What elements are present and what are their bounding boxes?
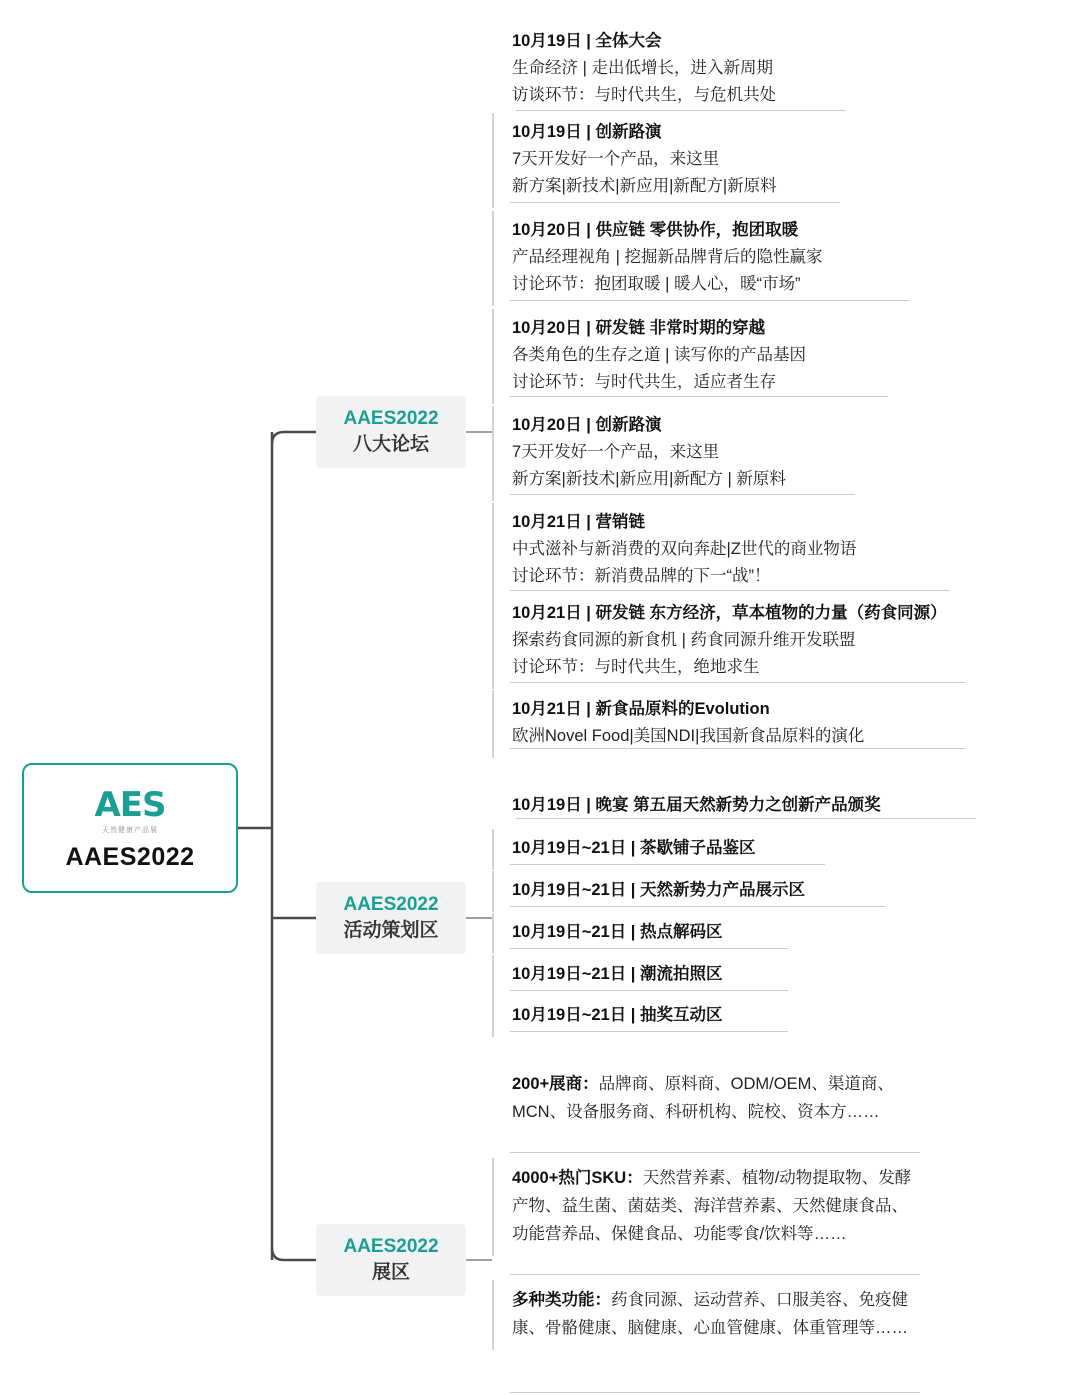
leaf-forum-4 (492, 309, 806, 404)
leaf-forum-7-line-1: 探索药食同源的新食机 | 药食同源升维开发联盟 (512, 631, 856, 649)
leaf-forum-2-head: 10月19日 | 创新路演 (512, 123, 662, 141)
leaf-forum-8-line-1: 欧洲Novel Food|美国NDI|我国新食品原料的演化 (512, 727, 865, 745)
branch-chip-exhibits-bottom: 展区 (371, 1262, 410, 1283)
rule-forum-3 (510, 300, 910, 301)
leaf-exhibit-2-text (512, 1164, 922, 1248)
leaf-activity-4-head: 10月19日~21日 | 热点解码区 (512, 923, 723, 941)
leaf-forum-4-head: 10月20日 | 研发链 非常时期的穿越 (512, 319, 766, 337)
branch-chip-forums-top: AAES2022 (343, 408, 439, 430)
leaf-exhibit-1-text (512, 1070, 922, 1126)
leaf-exhibit-3-label: 多种类功能 (512, 1291, 595, 1309)
leaf-forum-7-head: 10月21日 | 研发链 东方经济，草本植物的力量（药食同源） (512, 604, 947, 622)
leaf-forum-3-head: 10月20日 | 供应链 零供协作，抱团取暖 (512, 221, 799, 239)
branch-chip-forums-bottom: 八大论坛 (352, 434, 429, 455)
rule-activity-5 (510, 990, 788, 991)
leaf-activity-3-head: 10月19日~21日 | 天然新势力产品展示区 (512, 881, 805, 899)
rule-forum-1 (516, 110, 846, 111)
aes-logo-text: AES (94, 784, 166, 825)
leaf-exhibit-3 (492, 1280, 922, 1350)
rule-activity-2 (510, 864, 825, 865)
leaf-forum-5-head: 10月20日 | 创新路演 (512, 416, 662, 434)
leaf-forum-7-line-2: 讨论环节：与时代共生，绝地求生 (512, 658, 760, 676)
leaf-forum-6 (492, 503, 856, 598)
leaf-exhibit-3-sep: ： (594, 1291, 611, 1309)
leaf-forum-1-line-2: 访谈环节：与时代共生，与危机共处 (512, 86, 776, 104)
leaf-forum-6-head: 10月21日 | 营销链 (512, 513, 645, 531)
leaf-forum-3 (492, 211, 822, 306)
leaf-forum-6-line-1: 中式滋补与新消费的双向奔赴|Z世代的商业物语 (512, 540, 857, 558)
leaf-exhibit-2 (492, 1158, 922, 1256)
leaf-activity-2-head: 10月19日~21日 | 茶歇铺子品鉴区 (512, 839, 756, 857)
rule-activity-6 (510, 1031, 788, 1032)
branch-chip-exhibits-top: AAES2022 (343, 1236, 439, 1258)
leaf-forum-3-line-2: 讨论环节：抱团取暖 | 暖人心，暖“市场” (512, 275, 801, 293)
leaf-activity-6-head: 10月19日~21日 | 抽奖互动区 (512, 1006, 723, 1024)
leaf-exhibit-1-label: 200+展商 (512, 1075, 583, 1093)
rule-forum-4 (510, 396, 888, 397)
leaf-forum-8-head: 10月21日 | 新食品原料的Evolution (512, 700, 770, 718)
leaf-forum-2-line-1: 7天开发好一个产品，来这里 (512, 150, 720, 168)
aes-logo-subtitle: 天然健康产品展 (102, 826, 158, 834)
branch-chip-activities (316, 882, 466, 954)
rule-forum-5 (510, 494, 855, 495)
leaf-forum-4-line-2: 讨论环节：与时代共生，适应者生存 (512, 373, 776, 391)
leaf-exhibit-1-body: 品牌商、原料商、ODM/OEM、渠道商、MCN、设备服务商、科研机构、院校、资本方…… (512, 1075, 894, 1121)
branch-chip-forums (316, 396, 466, 468)
rule-exhibit-3 (510, 1392, 920, 1393)
branch-chip-activities-bottom: 活动策划区 (343, 920, 439, 941)
rule-forum-6 (510, 590, 950, 591)
leaf-forum-1-head: 10月19日 | 全体大会 (512, 32, 662, 50)
leaf-forum-4-line-1: 各类角色的生存之道 | 读写你的产品基因 (512, 346, 806, 364)
leaf-exhibit-2-body: 天然营养素、植物/动物提取物、发酵产物、益生菌、菌菇类、海洋营养素、天然健康食品、功能营养品、保健食品、功能零食/饮料等…… (512, 1169, 912, 1243)
rule-forum-2 (510, 202, 840, 203)
rule-exhibit-1 (510, 1152, 920, 1153)
leaf-exhibit-3-body: 药食同源、运动营养、口服美容、免疫健康、骨骼健康、脑健康、心血管健康、体重管理等…… (512, 1291, 908, 1337)
rule-activity-3 (510, 906, 885, 907)
leaf-exhibit-1 (492, 1064, 922, 1134)
leaf-exhibit-2-label: 4000+热门SKU (512, 1169, 627, 1187)
leaf-forum-6-line-2: 讨论环节：新消费品牌的下一“战”！ (512, 567, 771, 585)
leaf-activity-5-head: 10月19日~21日 | 潮流拍照区 (512, 965, 723, 983)
leaf-activity-1-head: 10月19日 | 晚宴 第五届天然新势力之创新产品颁奖 (512, 796, 881, 814)
rule-forum-7 (510, 682, 965, 683)
leaf-forum-2-line-2: 新方案|新技术|新应用|新配方|新原料 (512, 177, 777, 195)
leaf-exhibit-3-text (512, 1286, 922, 1342)
root-node (22, 763, 238, 893)
branch-chip-activities-top: AAES2022 (343, 894, 439, 916)
aes-logo (70, 785, 190, 841)
leaf-activity-1 (492, 786, 881, 827)
branch-chip-exhibits (316, 1224, 466, 1296)
leaf-forum-5 (492, 406, 786, 501)
leaf-exhibit-2-sep: ： (626, 1169, 643, 1187)
leaf-forum-1-line-1: 生命经济 | 走出低增长，进入新周期 (512, 59, 773, 77)
leaf-forum-7 (492, 594, 947, 689)
leaf-forum-5-line-1: 7天开发好一个产品，来这里 (512, 443, 720, 461)
rule-exhibit-2 (510, 1274, 920, 1275)
leaf-forum-5-line-2: 新方案|新技术|新应用|新配方 | 新原料 (512, 470, 786, 488)
leaf-exhibit-1-sep: ： (582, 1075, 599, 1093)
rule-activity-1 (516, 818, 976, 819)
rule-forum-8 (510, 748, 965, 749)
leaf-forum-3-line-1: 产品经理视角 | 挖掘新品牌背后的隐性赢家 (512, 248, 823, 266)
leaf-forum-2 (492, 113, 777, 208)
rule-activity-4 (510, 948, 788, 949)
root-title: AAES2022 (65, 842, 195, 871)
leaf-forum-1 (492, 22, 776, 117)
